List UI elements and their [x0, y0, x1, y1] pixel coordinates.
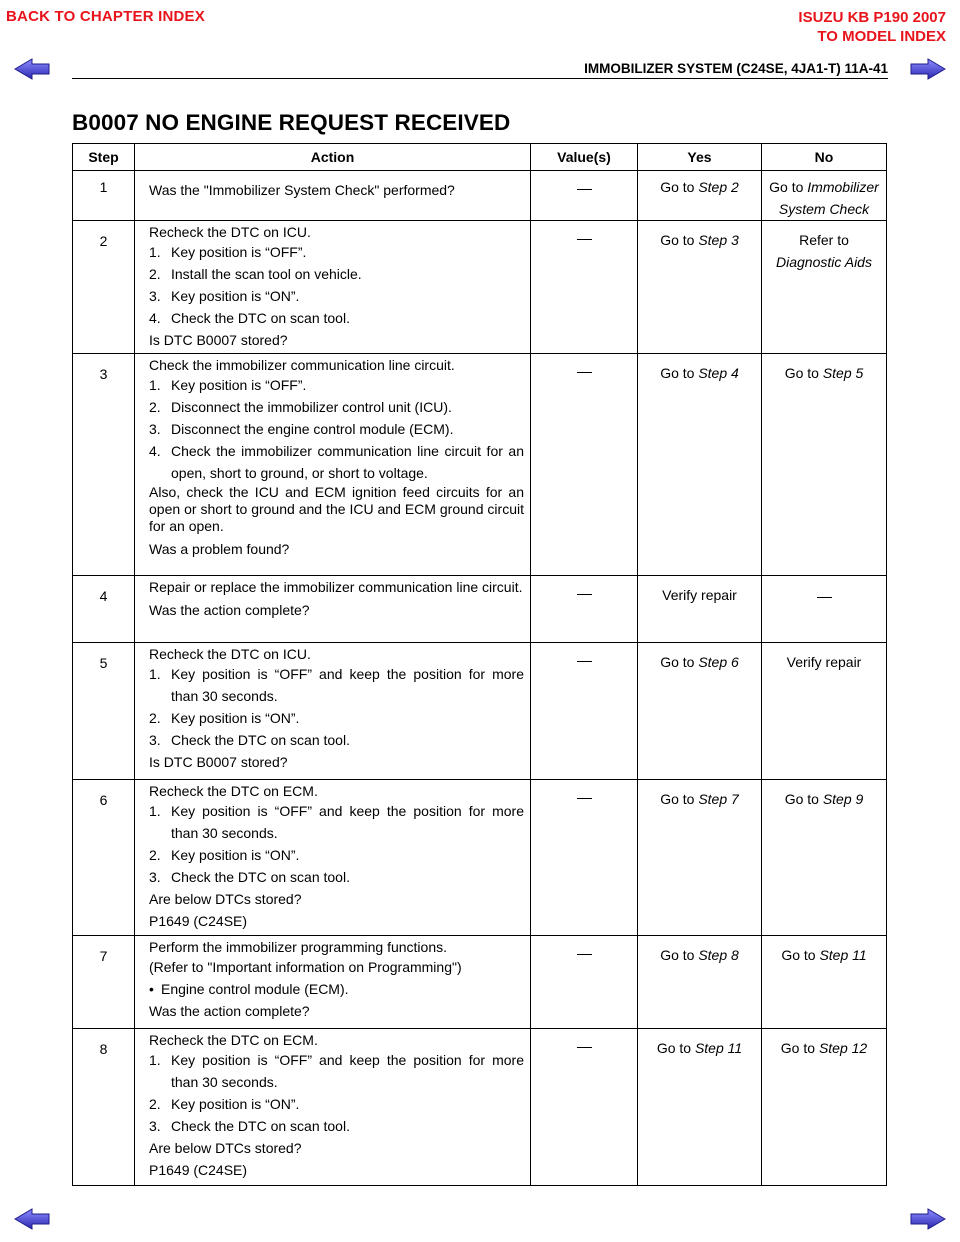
- header-step: Step: [73, 144, 135, 171]
- list-item: [149, 1115, 524, 1137]
- list-number: 3.: [149, 869, 161, 885]
- list-number: 2.: [149, 710, 161, 726]
- table-row: [73, 171, 887, 221]
- no-prefix: Go to: [780, 1040, 819, 1056]
- list-number: 1.: [149, 1052, 161, 1068]
- list-item: [149, 285, 524, 307]
- yes-prefix: Go to: [660, 232, 699, 248]
- list-text: Key position is “ON”.: [171, 710, 300, 726]
- page-title: B0007 NO ENGINE REQUEST RECEIVED: [72, 110, 511, 135]
- list-text: Install the scan tool on vehicle.: [171, 266, 362, 282]
- yes-step-link[interactable]: Step 3: [698, 232, 739, 248]
- action-note: (Refer to "Important information on Programming"): [149, 959, 462, 975]
- list-number: 3.: [149, 1118, 161, 1134]
- action-cell: [135, 936, 531, 1029]
- dtc-code: P1649 (C24SE): [149, 913, 248, 929]
- list-text: Disconnect the immobilizer control unit (ICU).: [171, 399, 452, 415]
- list-item: [149, 263, 524, 285]
- value-cell: [531, 171, 638, 221]
- list-item: [149, 844, 524, 866]
- list-item: [149, 978, 524, 1000]
- list-text: Check the DTC on scan tool.: [171, 310, 350, 326]
- list-item: [149, 866, 524, 888]
- dash-mark: [577, 954, 592, 955]
- next-page-arrow-bottom-icon[interactable]: [910, 1208, 946, 1230]
- action-cell: [135, 576, 531, 643]
- list-number: 2.: [149, 847, 161, 863]
- list-number: 1.: [149, 666, 161, 682]
- no-step-link[interactable]: Step 12: [818, 1040, 868, 1056]
- step-number: 1: [73, 171, 135, 221]
- no-cell: [762, 780, 887, 936]
- yes-cell: [638, 643, 762, 780]
- action-note: Also, check the ICU and ECM ignition feed circuits for an open or short to ground and the ICU and ECM ground circuit for an open.: [149, 484, 524, 534]
- yes-cell: [638, 354, 762, 576]
- dash-mark: [817, 597, 832, 598]
- yes-cell: [638, 936, 762, 1029]
- yes-prefix: Go to: [656, 1040, 695, 1056]
- list-number: 2.: [149, 1096, 161, 1112]
- dash-mark: [577, 1047, 592, 1048]
- step-number: 4: [73, 576, 135, 643]
- value-cell: [531, 1029, 638, 1186]
- table-row: [73, 576, 887, 643]
- yes-cell: [638, 171, 762, 221]
- yes-cell: [638, 780, 762, 936]
- dash-mark: [577, 661, 592, 662]
- dash-mark: [577, 239, 592, 240]
- list-text: Key position is “OFF”.: [171, 244, 307, 260]
- header-yes: Yes: [638, 144, 762, 171]
- list-text: Check the DTC on scan tool.: [171, 869, 350, 885]
- action-lead: Recheck the DTC on ECM.: [149, 1032, 318, 1048]
- action-lead: Repair or replace the immobilizer communication line circuit.: [149, 579, 523, 595]
- header-no: No: [762, 144, 887, 171]
- list-text: Key position is “ON”.: [171, 1096, 300, 1112]
- no-prefix: Go to: [784, 365, 823, 381]
- dtc-code: P1649 (C24SE): [149, 1162, 248, 1178]
- value-cell: [531, 576, 638, 643]
- action-question: Was the "Immobilizer System Check" performed?: [149, 182, 455, 198]
- list-text: Engine control module (ECM).: [161, 981, 349, 997]
- list-number: 1.: [149, 377, 161, 393]
- action-question: Was the action complete?: [149, 602, 310, 618]
- no-step-link[interactable]: Diagnostic Aids: [776, 254, 872, 270]
- dash-mark: [577, 189, 592, 190]
- step-number: 6: [73, 780, 135, 936]
- action-cell: [135, 221, 531, 354]
- list-item: [149, 729, 524, 751]
- step-number: 3: [73, 354, 135, 576]
- list-item: [149, 396, 524, 418]
- list-item: [149, 663, 524, 707]
- no-cell: Verify repair: [762, 643, 887, 780]
- no-step-link[interactable]: Step 5: [822, 365, 864, 381]
- no-prefix: Go to: [781, 947, 820, 963]
- list-item: [149, 1049, 524, 1093]
- next-page-arrow-icon[interactable]: [910, 58, 946, 80]
- yes-step-link[interactable]: Step 8: [698, 947, 739, 963]
- list-number: 4.: [149, 310, 161, 326]
- model-title[interactable]: ISUZU KB P190 2007: [798, 9, 946, 26]
- no-cell: [762, 221, 887, 354]
- list-text: Check the immobilizer communication line circuit for an open, short to ground, or short to voltage.: [171, 443, 524, 481]
- list-number: 1.: [149, 244, 161, 260]
- action-cell: [135, 780, 531, 936]
- yes-step-link[interactable]: Step 6: [698, 654, 739, 670]
- no-step-link[interactable]: Immobilizer: [807, 179, 879, 195]
- yes-prefix: Go to: [660, 791, 699, 807]
- action-question: Is DTC B0007 stored?: [149, 332, 288, 348]
- no-step-link-line2[interactable]: System Check: [778, 201, 870, 217]
- list-text: Key position is “ON”.: [171, 288, 300, 304]
- yes-step-link[interactable]: Step 2: [698, 179, 739, 195]
- list-text: Check the DTC on scan tool.: [171, 1118, 350, 1134]
- yes-cell: [638, 221, 762, 354]
- value-cell: [531, 221, 638, 354]
- action-question: Was the action complete?: [149, 1003, 310, 1019]
- yes-cell: Verify repair: [638, 576, 762, 643]
- list-item: [149, 707, 524, 729]
- no-step-link[interactable]: Step 11: [819, 947, 867, 963]
- list-text: Key position is “OFF” and keep the position for more than 30 seconds.: [171, 666, 524, 704]
- action-lead: Recheck the DTC on ICU.: [149, 646, 311, 662]
- value-cell: [531, 936, 638, 1029]
- no-prefix: Go to: [769, 179, 808, 195]
- action-lead: Check the immobilizer communication line circuit.: [149, 357, 455, 373]
- list-text: Key position is “OFF” and keep the position for more than 30 seconds.: [171, 1052, 524, 1090]
- list-text: Key position is “ON”.: [171, 847, 300, 863]
- table-row: [73, 1029, 887, 1186]
- action-question: Are below DTCs stored?: [149, 891, 302, 907]
- list-number: 1.: [149, 803, 161, 819]
- list-text: Key position is “OFF”.: [171, 377, 307, 393]
- list-number: 3.: [149, 288, 161, 304]
- list-number: 2.: [149, 266, 161, 282]
- action-cell: [135, 354, 531, 576]
- list-number: 3.: [149, 421, 161, 437]
- table-row: [73, 780, 887, 936]
- list-text: Disconnect the engine control module (ECM).: [171, 421, 454, 437]
- list-item: [149, 241, 524, 263]
- action-cell: [135, 171, 531, 221]
- step-number: 5: [73, 643, 135, 780]
- action-lead: Perform the immobilizer programming functions.: [149, 939, 447, 955]
- yes-prefix: Go to: [660, 179, 699, 195]
- yes-step-link[interactable]: Step 4: [698, 365, 739, 381]
- no-cell: [762, 1029, 887, 1186]
- header-rule: [72, 78, 888, 79]
- action-question: Is DTC B0007 stored?: [149, 754, 288, 770]
- list-item: [149, 1093, 524, 1115]
- no-step-link[interactable]: Step 9: [822, 791, 864, 807]
- step-number: 8: [73, 1029, 135, 1186]
- list-item: [149, 374, 524, 396]
- action-cell: [135, 643, 531, 780]
- diagnostic-table: [72, 143, 887, 1186]
- table-row: [73, 354, 887, 576]
- running-header: IMMOBILIZER SYSTEM (C24SE, 4JA1-T) 11A-41: [584, 61, 888, 76]
- yes-prefix: Go to: [660, 365, 699, 381]
- action-lead: Recheck the DTC on ECM.: [149, 783, 318, 799]
- bullet-icon: •: [149, 981, 154, 997]
- value-cell: [531, 780, 638, 936]
- list-item: [149, 418, 524, 440]
- no-cell: [762, 936, 887, 1029]
- no-cell: [762, 171, 887, 221]
- list-number: 3.: [149, 732, 161, 748]
- dash-mark: [577, 798, 592, 799]
- value-cell: [531, 354, 638, 576]
- table-header-row: [73, 144, 887, 171]
- no-prefix: Go to: [784, 791, 823, 807]
- dash-mark: [577, 372, 592, 373]
- step-number: 7: [73, 936, 135, 1029]
- action-question: Are below DTCs stored?: [149, 1140, 302, 1156]
- yes-cell: [638, 1029, 762, 1186]
- yes-step-link[interactable]: Step 7: [698, 791, 739, 807]
- yes-prefix: Go to: [660, 947, 699, 963]
- value-cell: [531, 643, 638, 780]
- step-number: 2: [73, 221, 135, 354]
- action-question: Was a problem found?: [149, 541, 290, 557]
- list-text: Key position is “OFF” and keep the position for more than 30 seconds.: [171, 803, 524, 841]
- previous-page-arrow-bottom-icon[interactable]: [14, 1208, 50, 1230]
- list-number: 2.: [149, 399, 161, 415]
- to-model-index[interactable]: TO MODEL INDEX: [817, 28, 946, 45]
- list-item: [149, 307, 524, 329]
- dash-mark: [577, 594, 592, 595]
- list-item: [149, 800, 524, 844]
- no-prefix: Refer to: [799, 232, 849, 248]
- yes-prefix: Go to: [660, 654, 699, 670]
- table-row: [73, 936, 887, 1029]
- no-cell: [762, 354, 887, 576]
- back-to-chapter-index-link[interactable]: BACK TO CHAPTER INDEX: [6, 8, 205, 25]
- no-cell: [762, 576, 887, 643]
- list-number: 4.: [149, 443, 161, 459]
- previous-page-arrow-icon[interactable]: [14, 58, 50, 80]
- list-text: Check the DTC on scan tool.: [171, 732, 350, 748]
- table-row: [73, 643, 887, 780]
- table-row: [73, 221, 887, 354]
- list-item: [149, 440, 524, 484]
- header-values: Value(s): [531, 144, 638, 171]
- action-lead: Recheck the DTC on ICU.: [149, 224, 311, 240]
- yes-step-link[interactable]: Step 11: [694, 1040, 743, 1056]
- header-action: Action: [135, 144, 531, 171]
- model-index-link[interactable]: [798, 8, 946, 46]
- action-cell: [135, 1029, 531, 1186]
